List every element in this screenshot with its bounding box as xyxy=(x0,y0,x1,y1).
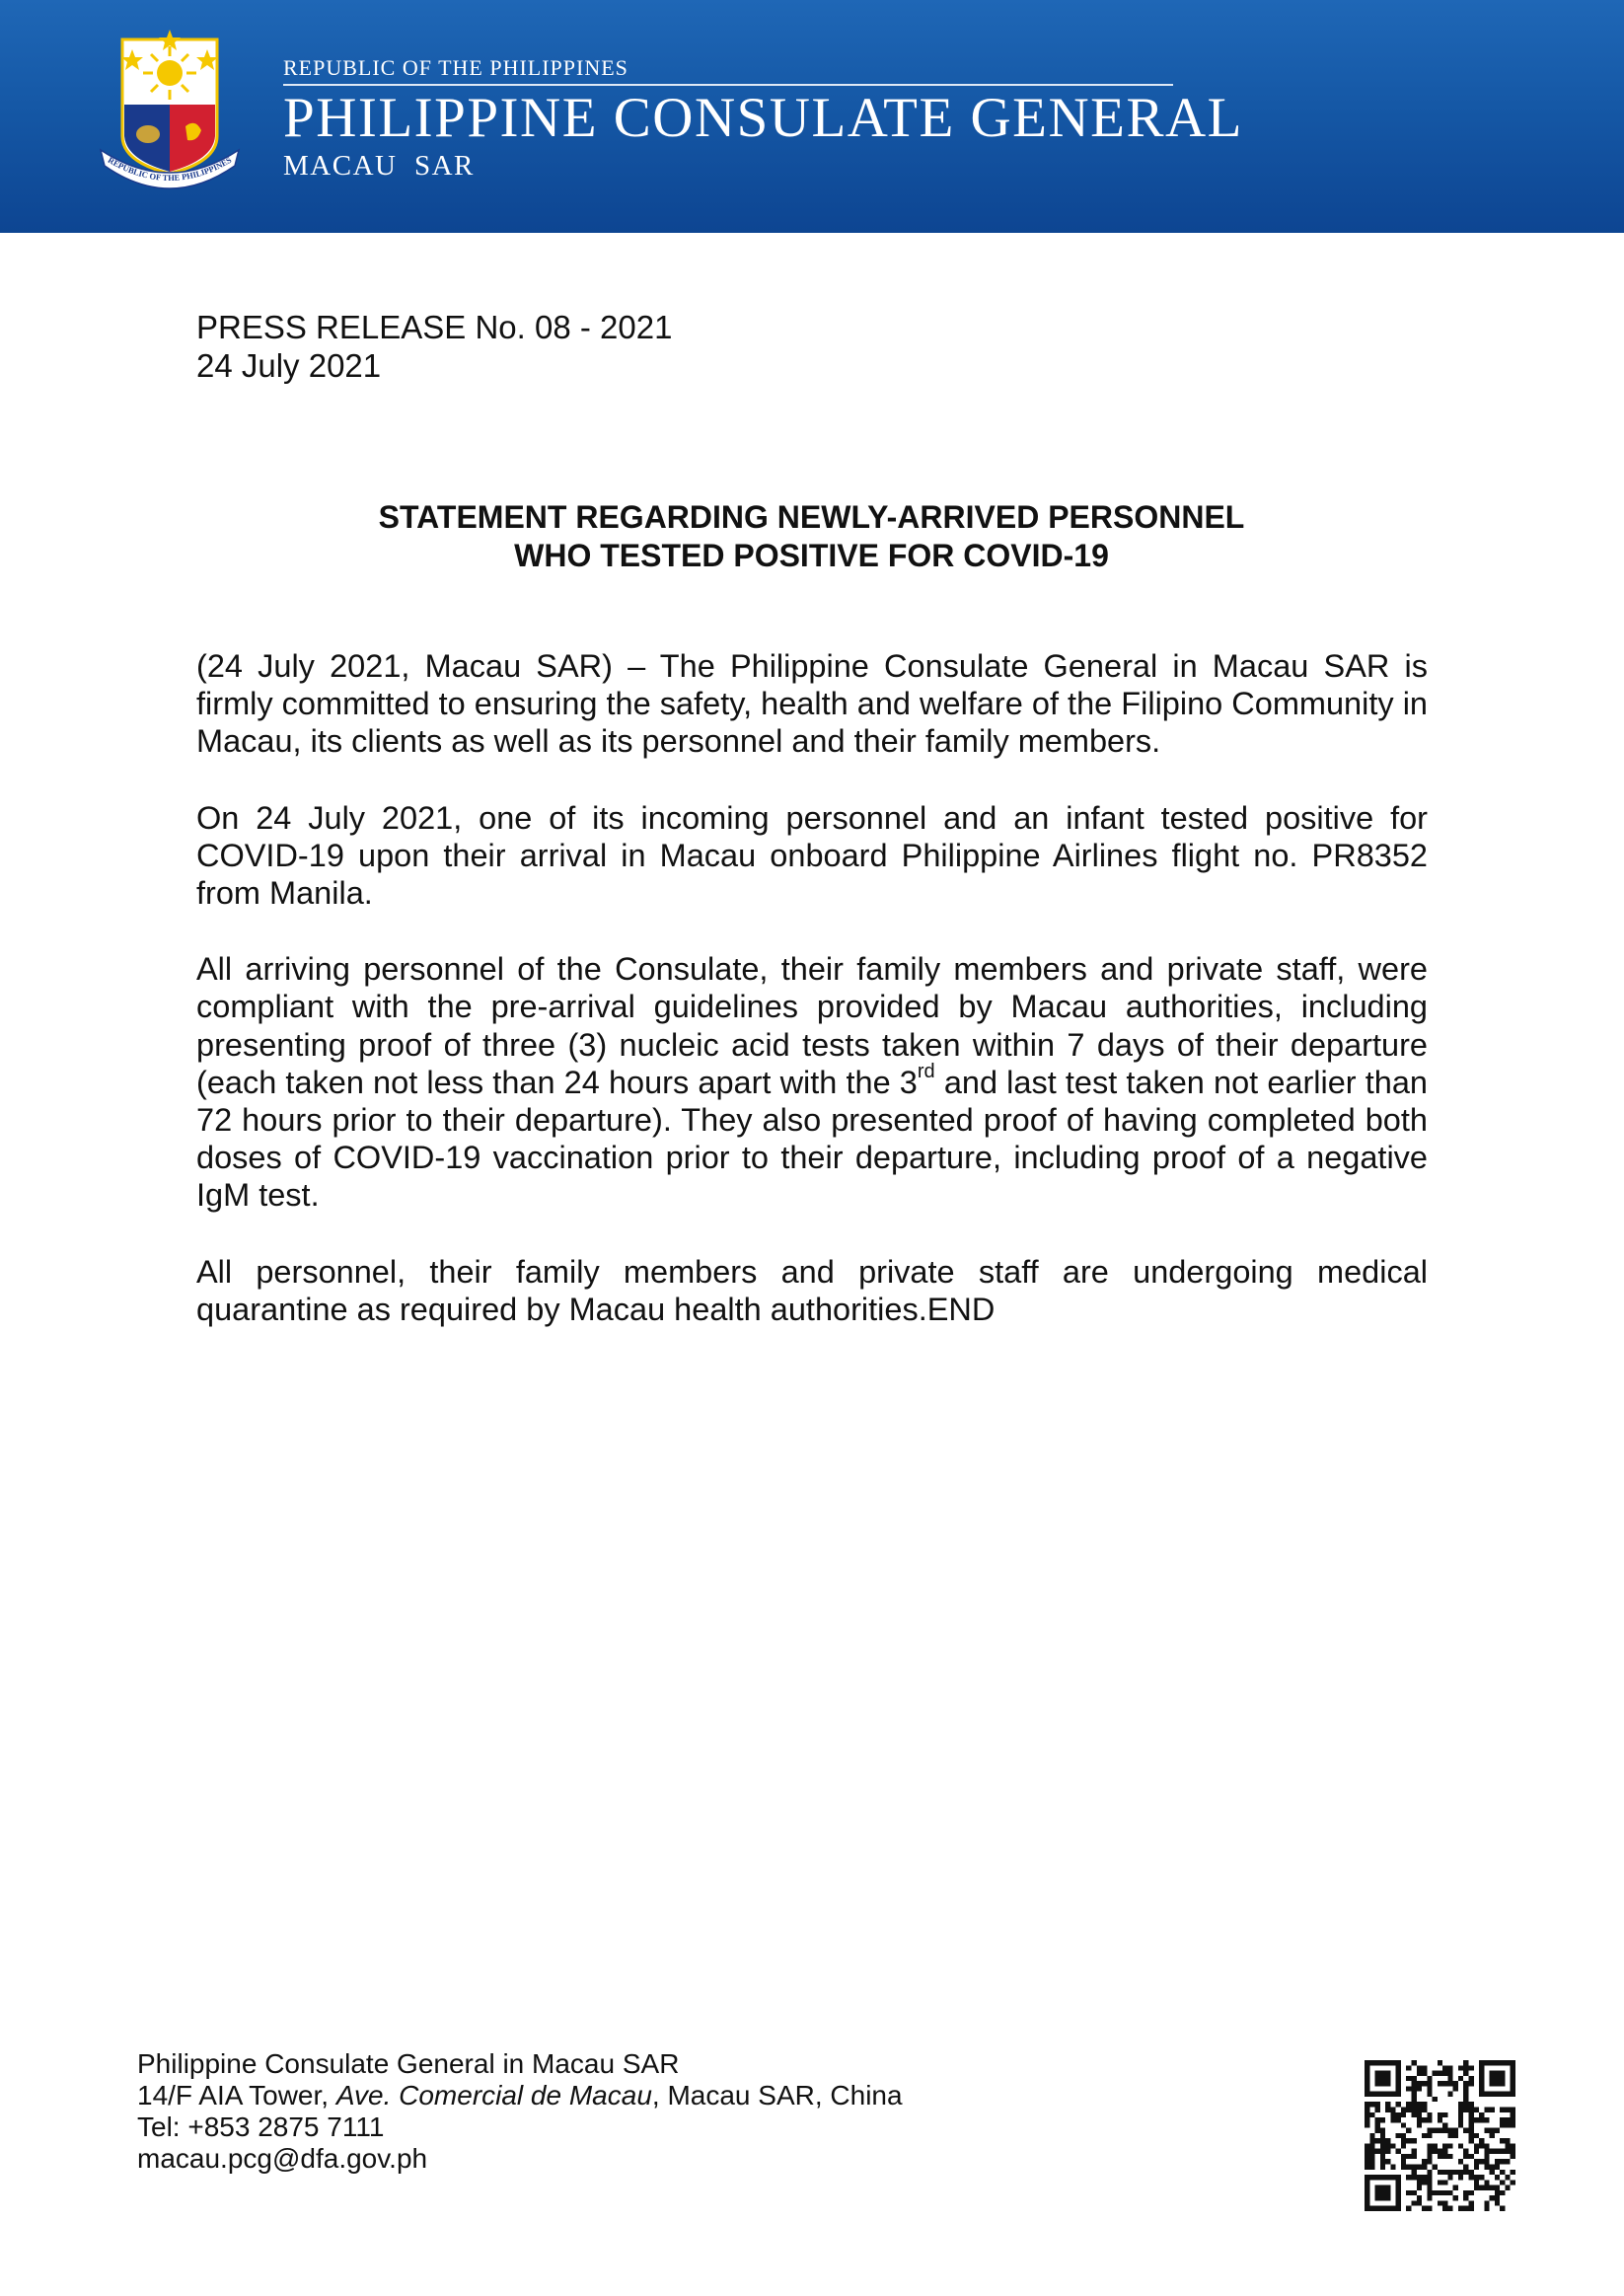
qr-code-icon[interactable] xyxy=(1365,2060,1515,2211)
press-release-info xyxy=(196,308,672,385)
statement-body xyxy=(196,647,1428,1367)
paragraph-3-part-b: and last test taken not earlier than 72 hours prior to their departure). They also presented proof of having completed both doses of COVID-19 vaccination prior to their departure, including proof of a negative IgM test. xyxy=(196,1064,1429,1214)
letterhead-banner xyxy=(0,0,1624,233)
paragraph-3-part-a: All arriving personnel of the Consulate, their family members and private staff, were compliant with the pre-arrival guidelines provided by Macau authorities, including presenting proof of three (3) nucleic acid tests taken within 7 days of their departure (each taken not less than 24 hours apart with the 3 xyxy=(196,951,1428,1100)
footer-address: 14/F AIA Tower, Ave. Comercial de Macau, Macau SAR, China xyxy=(137,2080,903,2111)
ordinal-superscript: rd xyxy=(917,1061,935,1082)
location-subtitle: MACAU SAR xyxy=(283,150,475,182)
footer-phone: Tel: +853 2875 7111 xyxy=(137,2111,385,2142)
svg-text:REPUBLIC OF THE PHILIPPINES: REPUBLIC OF THE PHILIPPINES xyxy=(106,154,234,184)
release-date: 24 July 2021 xyxy=(196,347,382,384)
republic-label: REPUBLIC OF THE PHILIPPINES xyxy=(283,55,628,80)
footer-email[interactable]: macau.pcg@dfa.gov.ph xyxy=(137,2143,428,2174)
statement-headline xyxy=(196,498,1427,575)
paragraph-3 xyxy=(196,950,1428,1214)
headline-line-1: STATEMENT REGARDING NEWLY-ARRIVED PERSONNEL xyxy=(378,499,1245,535)
letterhead-text xyxy=(283,55,1243,183)
paragraph-4: All personnel, their family members and private staff are undergoing medical quarantine as required by Macau health authorities.END xyxy=(196,1253,1428,1327)
release-number: PRESS RELEASE No. 08 - 2021 xyxy=(196,309,673,345)
contact-footer xyxy=(137,2048,903,2175)
footer-org-name: Philippine Consulate General in Macau SAR xyxy=(137,2048,680,2079)
header-divider xyxy=(283,84,1173,86)
paragraph-1: (24 July 2021, Macau SAR) – The Philippine Consulate General in Macau SAR is firmly committed to ensuring the safety, health and welfare of the Filipino Community in Macau, its clients as well as its personnel and their family members. xyxy=(196,648,1428,760)
philippine-seal-logo xyxy=(91,28,249,201)
consulate-title: PHILIPPINE CONSULATE GENERAL xyxy=(283,87,1243,149)
paragraph-2: On 24 July 2021, one of its incoming personnel and an infant tested positive for COVID-19 upon their arrival in Macau onboard Philippine Airlines flight no. PR8352 from Manila. xyxy=(196,799,1428,912)
headline-line-2: WHO TESTED POSITIVE FOR COVID-19 xyxy=(514,538,1109,573)
